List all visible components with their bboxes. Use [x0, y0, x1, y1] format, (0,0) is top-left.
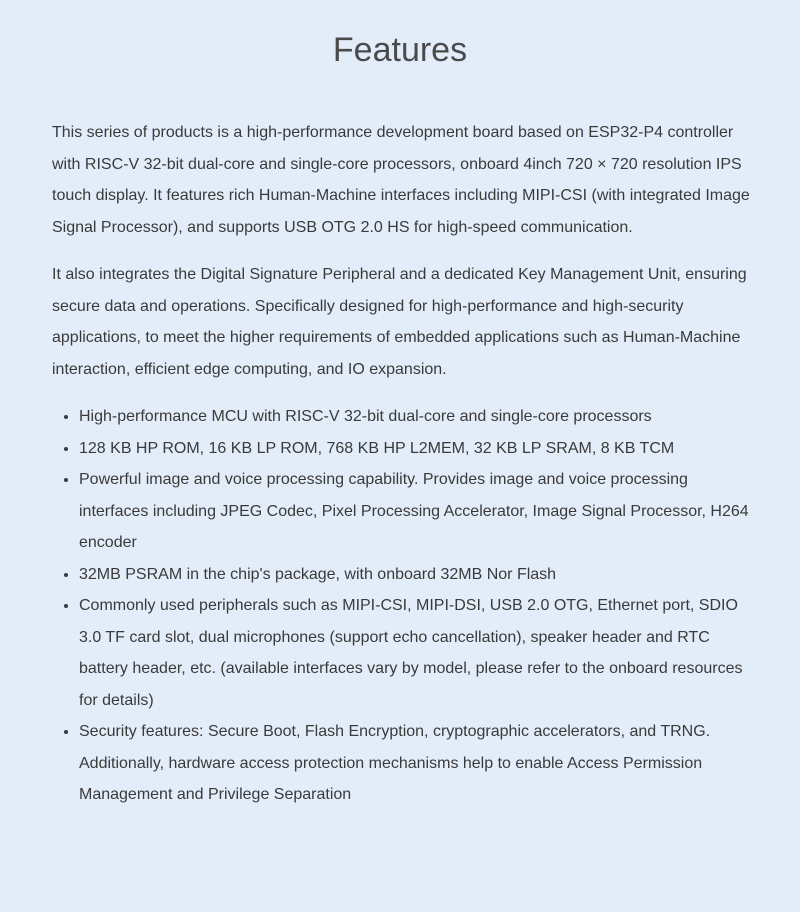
- list-item: • Powerful image and voice processing capability. Provides image and voice processing interfaces including JPEG Codec, Pixel Processing Accelerator, Image Signal Processor, H264 encoder: [79, 464, 752, 559]
- list-item: • Commonly used peripherals such as MIPI-CSI, MIPI-DSI, USB 2.0 OTG, Ethernet port, SDIO 3.0 TF card slot, dual microphones (support echo cancellation), speaker header and RTC battery header, etc. (available interfaces vary by model, please refer to the onboard resources for details): [79, 590, 752, 716]
- list-item: • 128 KB HP ROM, 16 KB LP ROM, 768 KB HP L2MEM, 32 KB LP SRAM, 8 KB TCM: [79, 433, 752, 465]
- page-title: Features: [332, 31, 468, 69]
- features-content: [52, 117, 752, 811]
- intro-paragraph: This series of products is a high-performance development board based on ESP32-P4 controller with RISC-V 32-bit dual-core and single-core processors, onboard 4inch 720 × 720 resolution IPS touch display. It features rich Human-Machine interfaces including MIPI-CSI (with integrated Image Signal Processor), and supports USB OTG 2.0 HS for high-speed communication.: [52, 124, 750, 236]
- feature-list: [52, 401, 752, 811]
- list-item: • Security features: Secure Boot, Flash Encryption, cryptographic accelerators, and TRNG. Additionally, hardware access protection mechanisms help to enable Access Permission Management and Privilege Separation: [79, 716, 752, 811]
- list-item: • 32MB PSRAM in the chip's package, with onboard 32MB Nor Flash: [79, 559, 752, 591]
- list-item: • High-performance MCU with RISC-V 32-bit dual-core and single-core processors: [79, 401, 752, 433]
- security-paragraph: It also integrates the Digital Signature Peripheral and a dedicated Key Management Unit, ensuring secure data and operations. Specifically designed for high-performance and high-security applications, to meet the higher requirements of embedded applications such as Human-Machine interaction, efficient edge computing, and IO expansion.: [52, 266, 747, 378]
